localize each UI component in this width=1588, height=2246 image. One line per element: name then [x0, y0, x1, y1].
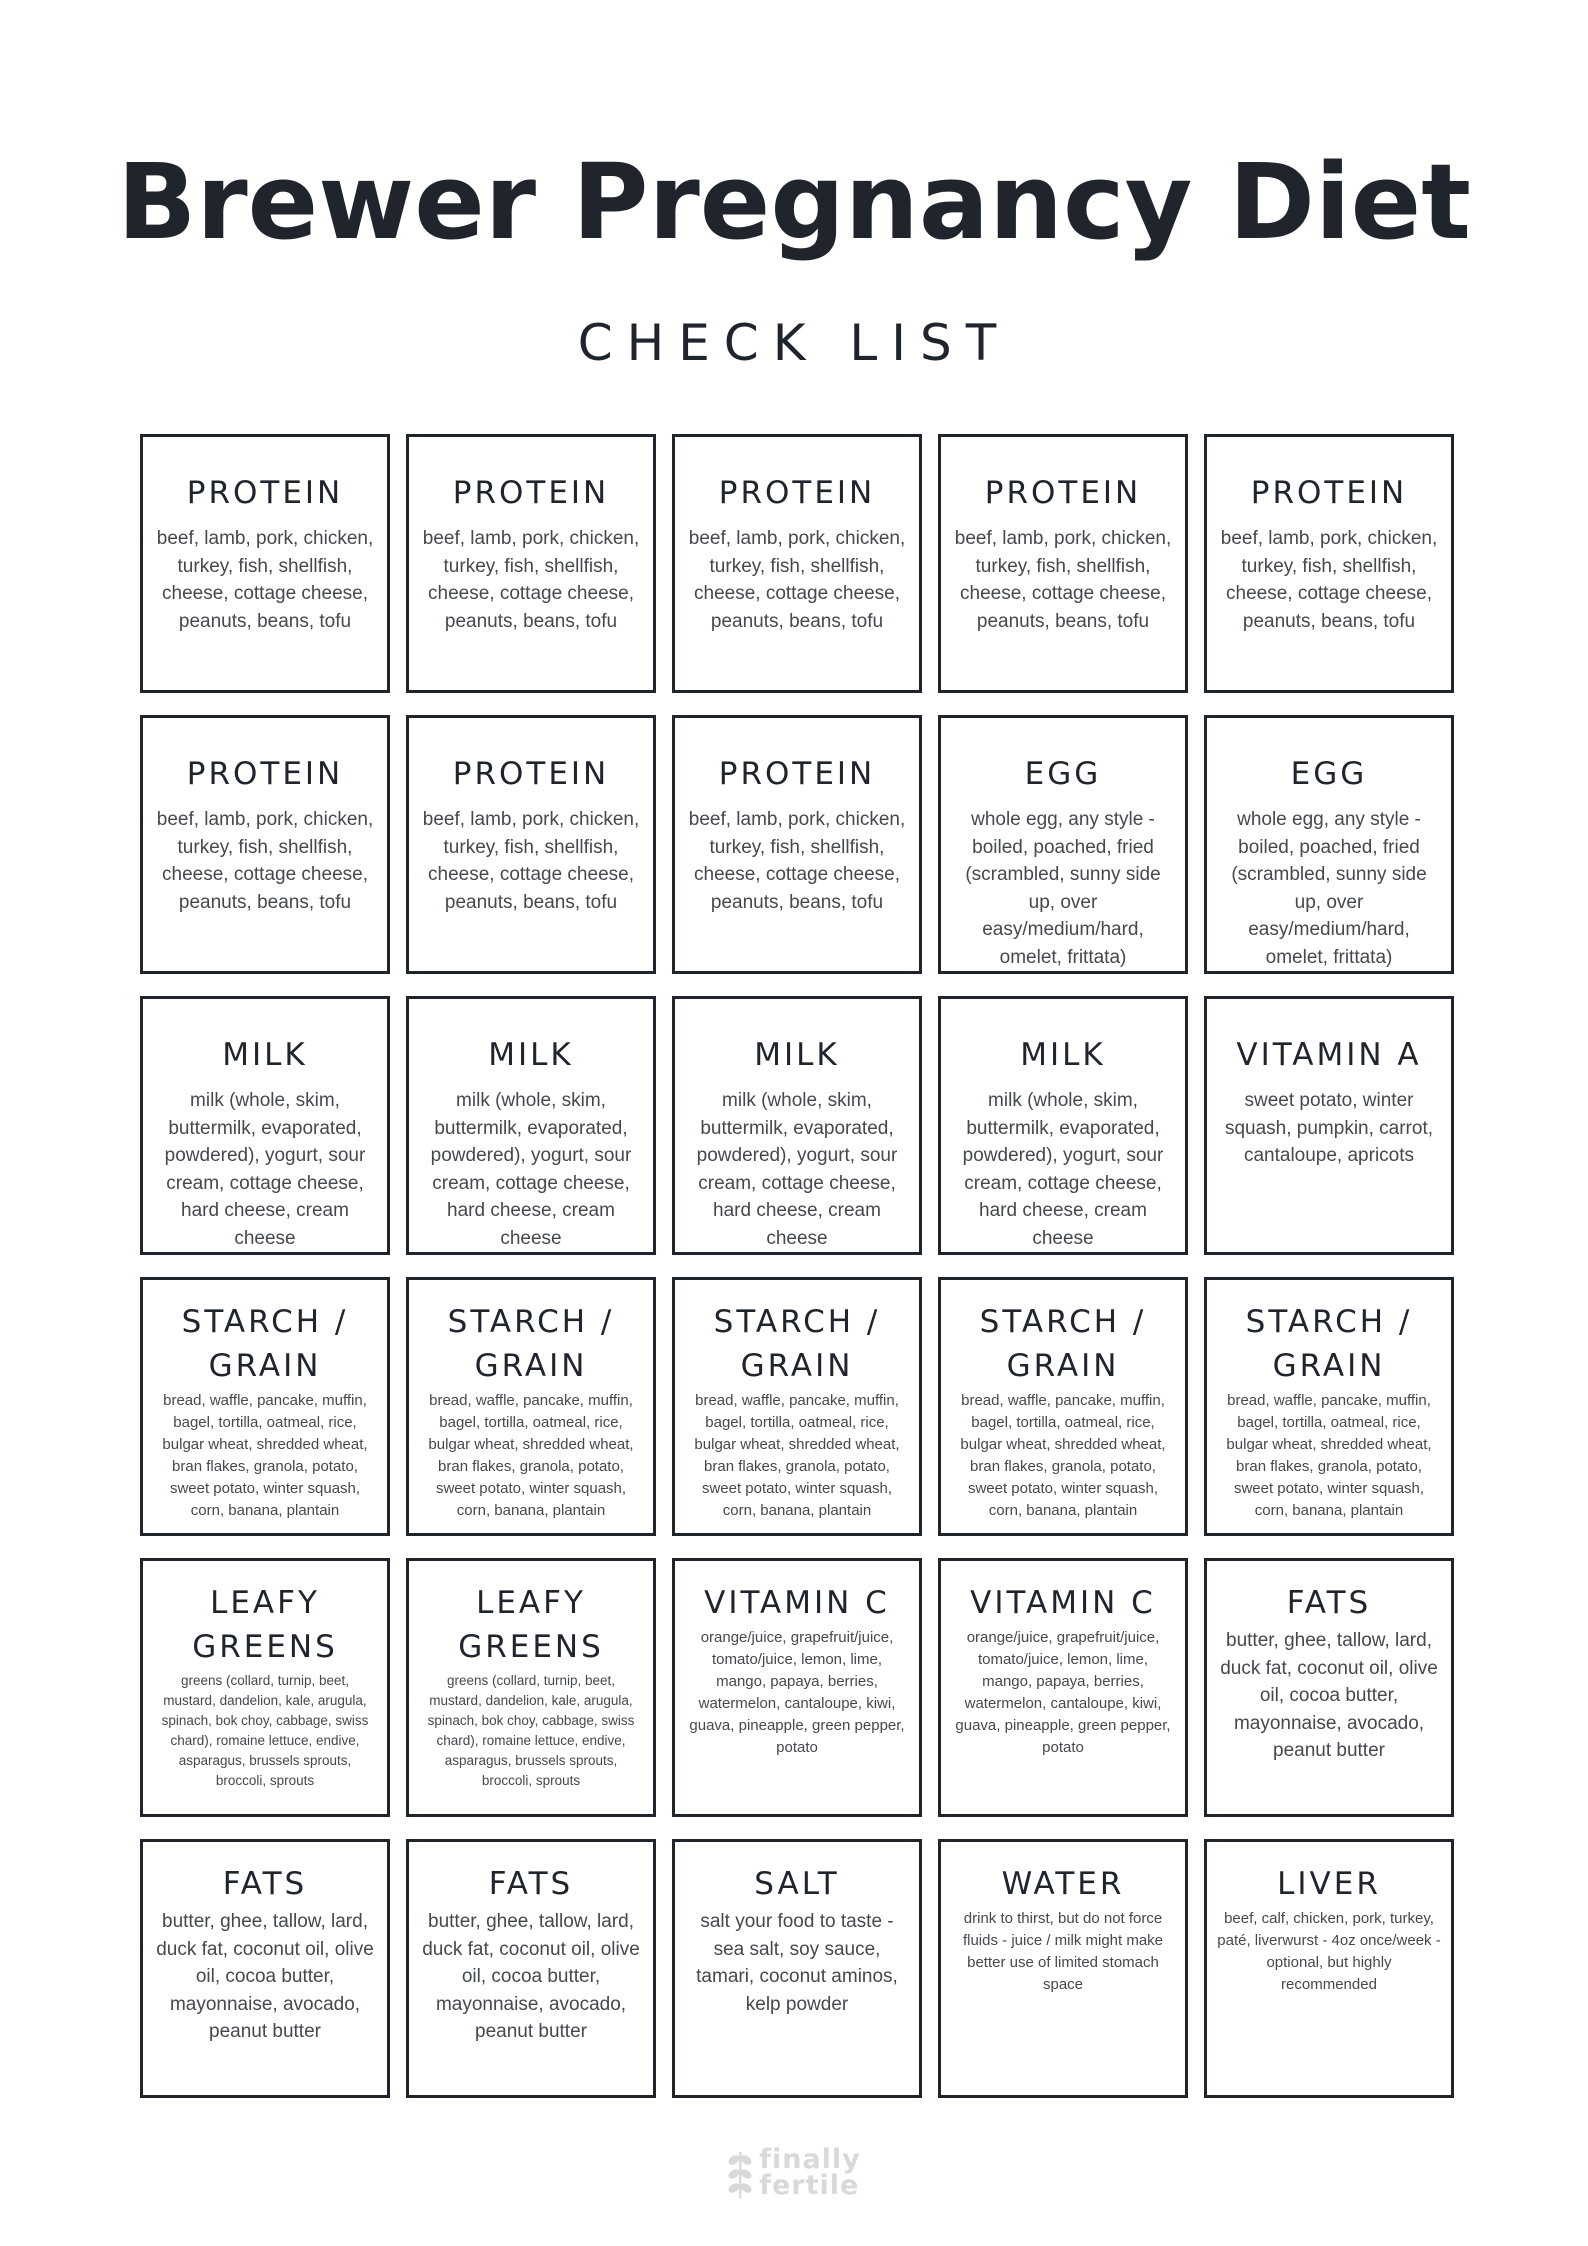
card-title: MILK: [222, 1037, 308, 1073]
checklist-card-protein[interactable]: [406, 434, 656, 693]
card-title: PROTEIN: [452, 756, 610, 792]
checklist-card-fats[interactable]: [140, 1839, 390, 2098]
checklist-card-starch-grain[interactable]: [1204, 1277, 1454, 1536]
card-title: FATS: [488, 1866, 574, 1902]
card-title: MILK: [488, 1037, 574, 1073]
checklist-card-salt[interactable]: [672, 1839, 922, 2098]
card-title: PROTEIN: [984, 475, 1142, 511]
checklist-card-milk[interactable]: [672, 996, 922, 1255]
logo-line-1: finally: [759, 2144, 861, 2175]
checklist-card-starch-grain[interactable]: [406, 1277, 656, 1536]
card-description: beef, lamb, pork, chicken, turkey, fish, shellfish, cheese, cottage cheese, peanuts, beans, tofu: [156, 809, 374, 913]
checklist-card-protein[interactable]: [672, 715, 922, 974]
card-title: STARCH / GRAIN: [713, 1304, 881, 1384]
card-description: bread, waffle, pancake, muffin, bagel, tortilla, oatmeal, rice, bulgar wheat, shredded wheat, bran flakes, granola, potato, sweet potato, winter squash, corn, banana, plantain: [428, 1392, 634, 1519]
card-title: STARCH / GRAIN: [979, 1304, 1147, 1384]
card-title: VITAMIN C: [704, 1585, 890, 1621]
checklist-card-protein[interactable]: [140, 715, 390, 974]
card-description: bread, waffle, pancake, muffin, bagel, tortilla, oatmeal, rice, bulgar wheat, shredded wheat, bran flakes, granola, potato, sweet potato, winter squash, corn, banana, plantain: [960, 1392, 1166, 1519]
card-title: PROTEIN: [186, 756, 344, 792]
card-title: PROTEIN: [1250, 475, 1408, 511]
checklist-card-protein[interactable]: [938, 434, 1188, 693]
card-description: beef, lamb, pork, chicken, turkey, fish, shellfish, cheese, cottage cheese, peanuts, beans, tofu: [688, 809, 906, 913]
checklist-card-leafy-greens[interactable]: [406, 1558, 656, 1817]
checklist-card-vitamin-a[interactable]: [1204, 996, 1454, 1255]
checklist-card-fats[interactable]: [406, 1839, 656, 2098]
card-title: VITAMIN C: [970, 1585, 1156, 1621]
card-title: PROTEIN: [718, 756, 876, 792]
card-description: beef, lamb, pork, chicken, turkey, fish, shellfish, cheese, cottage cheese, peanuts, beans, tofu: [422, 528, 640, 632]
page-title: Brewer Pregnancy Diet: [117, 141, 1471, 263]
logo-line-2: fertile: [759, 2170, 860, 2201]
logo-wordmark: [759, 2144, 861, 2201]
card-description: bread, waffle, pancake, muffin, bagel, tortilla, oatmeal, rice, bulgar wheat, shredded wheat, bran flakes, granola, potato, sweet potato, winter squash, corn, banana, plantain: [694, 1392, 900, 1519]
checklist-card-vitamin-c[interactable]: [938, 1558, 1188, 1817]
card-title: PROTEIN: [718, 475, 876, 511]
card-title: STARCH / GRAIN: [447, 1304, 615, 1384]
checklist-card-starch-grain[interactable]: [140, 1277, 390, 1536]
checklist-card-vitamin-c[interactable]: [672, 1558, 922, 1817]
card-description: beef, calf, chicken, pork, turkey, paté, liverwurst - 4oz once/week - optional, but highly recommended: [1217, 1910, 1441, 1993]
checklist-card-protein[interactable]: [140, 434, 390, 693]
card-description: beef, lamb, pork, chicken, turkey, fish, shellfish, cheese, cottage cheese, peanuts, beans, tofu: [954, 528, 1172, 632]
checklist-card-protein[interactable]: [406, 715, 656, 974]
card-title: SALT: [754, 1866, 840, 1902]
card-title: VITAMIN A: [1236, 1037, 1422, 1073]
checklist-card-protein[interactable]: [672, 434, 922, 693]
checklist-card-egg[interactable]: [1204, 715, 1454, 974]
card-description: whole egg, any style - boiled, poached, fried (scrambled, sunny side up, over easy/medium/hard, omelet, frittata): [965, 809, 1161, 968]
card-title: LEAFY GREENS: [192, 1585, 338, 1665]
card-description: greens (collard, turnip, beet, mustard, dandelion, kale, arugula, spinach, bok choy, cabbage, swiss chard), romaine lettuce, endive, asparagus, brussels sprouts, broccoli, sprouts: [161, 1673, 369, 1788]
card-title: EGG: [1290, 756, 1368, 792]
card-title: FATS: [1286, 1585, 1372, 1621]
card-title: MILK: [754, 1037, 840, 1073]
card-title: LEAFY GREENS: [458, 1585, 604, 1665]
card-description: orange/juice, grapefruit/juice, tomato/juice, lemon, lime, mango, papaya, berries, watermelon, cantaloupe, kiwi, guava, pineapple, green pepper, potato: [689, 1629, 905, 1756]
card-description: orange/juice, grapefruit/juice, tomato/juice, lemon, lime, mango, papaya, berries, watermelon, cantaloupe, kiwi, guava, pineapple, green pepper, potato: [955, 1629, 1171, 1756]
sprout-icon: [727, 2146, 753, 2200]
card-description: bread, waffle, pancake, muffin, bagel, tortilla, oatmeal, rice, bulgar wheat, shredded wheat, bran flakes, granola, potato, sweet potato, winter squash, corn, banana, plantain: [1226, 1392, 1432, 1519]
card-description: beef, lamb, pork, chicken, turkey, fish, shellfish, cheese, cottage cheese, peanuts, beans, tofu: [422, 809, 640, 913]
card-description: milk (whole, skim, buttermilk, evaporated, powdered), yogurt, sour cream, cottage cheese, hard cheese, cream cheese: [430, 1090, 632, 1249]
card-description: beef, lamb, pork, chicken, turkey, fish, shellfish, cheese, cottage cheese, peanuts, beans, tofu: [156, 528, 374, 632]
card-description: milk (whole, skim, buttermilk, evaporated, powdered), yogurt, sour cream, cottage cheese, hard cheese, cream cheese: [962, 1090, 1164, 1249]
card-title: STARCH / GRAIN: [181, 1304, 349, 1384]
card-description: milk (whole, skim, buttermilk, evaporated, powdered), yogurt, sour cream, cottage cheese, hard cheese, cream cheese: [164, 1090, 366, 1249]
card-description: beef, lamb, pork, chicken, turkey, fish, shellfish, cheese, cottage cheese, peanuts, beans, tofu: [688, 528, 906, 632]
checklist-card-egg[interactable]: [938, 715, 1188, 974]
checklist-card-leafy-greens[interactable]: [140, 1558, 390, 1817]
checklist-card-water[interactable]: [938, 1839, 1188, 2098]
checklist-card-milk[interactable]: [140, 996, 390, 1255]
card-description: drink to thirst, but do not force fluids - juice / milk might make better use of limited stomach space: [962, 1910, 1164, 1993]
card-description: butter, ghee, tallow, lard, duck fat, coconut oil, olive oil, cocoa butter, mayonnaise, avocado, peanut butter: [156, 1911, 374, 2042]
card-description: bread, waffle, pancake, muffin, bagel, tortilla, oatmeal, rice, bulgar wheat, shredded wheat, bran flakes, granola, potato, sweet potato, winter squash, corn, banana, plantain: [162, 1392, 368, 1519]
card-title: PROTEIN: [452, 475, 610, 511]
card-description: milk (whole, skim, buttermilk, evaporated, powdered), yogurt, sour cream, cottage cheese, hard cheese, cream cheese: [696, 1090, 898, 1249]
checklist-card-milk[interactable]: [406, 996, 656, 1255]
card-description: butter, ghee, tallow, lard, duck fat, coconut oil, olive oil, cocoa butter, mayonnaise, avocado, peanut butter: [1220, 1630, 1438, 1761]
page-subtitle: CHECK LIST: [577, 314, 1011, 372]
card-title: STARCH / GRAIN: [1245, 1304, 1413, 1384]
card-description: beef, lamb, pork, chicken, turkey, fish, shellfish, cheese, cottage cheese, peanuts, beans, tofu: [1220, 528, 1438, 632]
card-description: greens (collard, turnip, beet, mustard, dandelion, kale, arugula, spinach, bok choy, cabbage, swiss chard), romaine lettuce, endive, asparagus, brussels sprouts, broccoli, sprouts: [427, 1673, 635, 1788]
card-description: whole egg, any style - boiled, poached, fried (scrambled, sunny side up, over easy/medium/hard, omelet, frittata): [1231, 809, 1427, 968]
card-description: salt your food to taste - sea salt, soy sauce, tamari, coconut aminos, kelp powder: [696, 1911, 898, 2015]
card-title: MILK: [1020, 1037, 1106, 1073]
card-description: butter, ghee, tallow, lard, duck fat, coconut oil, olive oil, cocoa butter, mayonnaise, avocado, peanut butter: [422, 1911, 640, 2042]
checklist-grid: [140, 434, 1454, 2098]
card-title: WATER: [1001, 1866, 1125, 1902]
card-title: PROTEIN: [186, 475, 344, 511]
card-title: LIVER: [1277, 1866, 1381, 1902]
checklist-card-fats[interactable]: [1204, 1558, 1454, 1817]
checklist-card-protein[interactable]: [1204, 434, 1454, 693]
card-description: sweet potato, winter squash, pumpkin, carrot, cantaloupe, apricots: [1224, 1090, 1434, 1166]
checklist-card-starch-grain[interactable]: [938, 1277, 1188, 1536]
checklist-card-starch-grain[interactable]: [672, 1277, 922, 1536]
card-title: FATS: [222, 1866, 308, 1902]
card-title: EGG: [1024, 756, 1102, 792]
checklist-card-liver[interactable]: [1204, 1839, 1454, 2098]
checklist-card-milk[interactable]: [938, 996, 1188, 1255]
brand-logo: [0, 2146, 1588, 2200]
